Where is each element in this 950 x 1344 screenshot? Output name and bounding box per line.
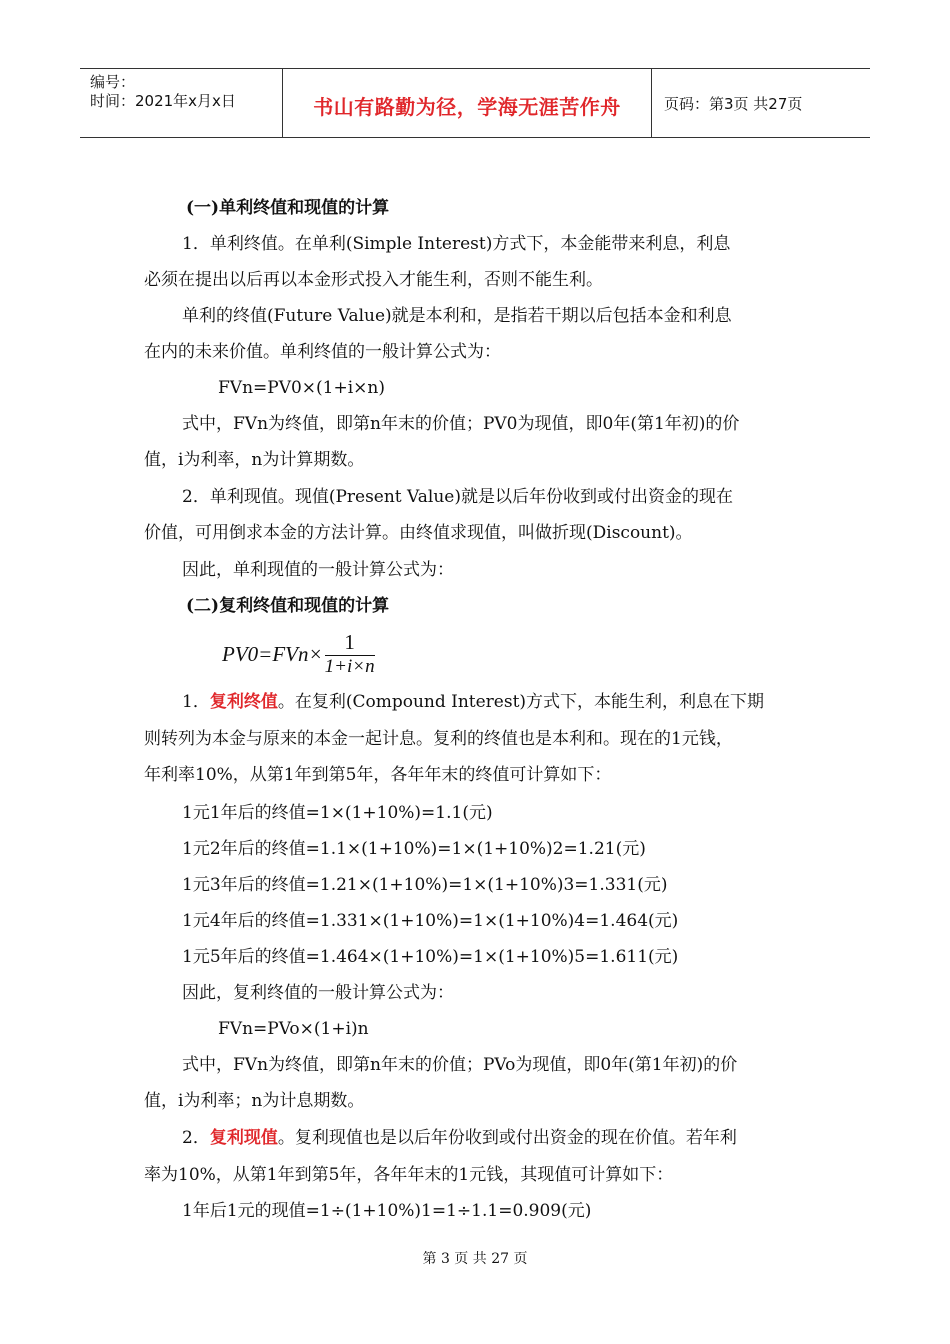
paragraph: 价值，可用倒求本金的方法计算。由终值求现值，叫做折现(Discount)。 <box>144 523 693 543</box>
formula-lhs: PV0=FVn× <box>222 641 323 666</box>
formula-simple-fv: FVn=PV0×(1+i×n) <box>218 378 385 398</box>
paragraph: 年利率10%，从第1年到第5年，各年年末的终值可计算如下： <box>144 765 612 785</box>
header-meta-cell <box>80 69 283 137</box>
page-footer: 第 3 页 共 27 页 <box>422 1251 528 1267</box>
header-motto: 书山有路勤为径，学海无涯苦作舟 <box>313 95 621 119</box>
page-header <box>80 68 870 138</box>
header-motto-cell <box>283 69 652 137</box>
keyword-compound-fv: 复利终值 <box>209 692 278 712</box>
header-page-cell <box>652 69 870 137</box>
doc-date: 时间：2021年x月x日 <box>90 92 236 110</box>
calc-row: 1元4年后的终值=1.331×(1+10%)=1×(1+10%)4=1.464(元) <box>182 911 679 931</box>
paragraph: 因此，单利现值的一般计算公式为： <box>182 560 454 580</box>
formula-compound-fv: FVn=PVo×(1+i)n <box>218 1019 369 1039</box>
formula-denominator: 1+i×n <box>324 656 375 677</box>
formula-fraction <box>325 630 375 678</box>
calc-row: 1年后1元的现值=1÷(1+10%)1=1÷1.1=0.909(元) <box>182 1201 592 1221</box>
header-page-info: 页码：第3页 共27页 <box>664 95 803 113</box>
paragraph: 单利的终值(Future Value)就是本利和，是指若干期以后包括本金和利息 <box>182 306 732 326</box>
paragraph: 2．单利现值。现值(Present Value)就是以后年份收到或付出资金的现在 <box>182 487 733 507</box>
paragraph: 1．复利终值。在复利(Compound Interest)方式下，本能生利，利息在下期 <box>182 692 765 712</box>
calc-row: 1元1年后的终值=1×(1+10%)=1.1(元) <box>182 803 493 823</box>
paragraph: 因此，复利终值的一般计算公式为： <box>182 983 454 1003</box>
paragraph: 在内的未来价值。单利终值的一般计算公式为： <box>144 342 501 362</box>
paragraph: 式中，FVn为终值，即第n年末的价值；PV0为现值，即0年(第1年初)的价 <box>182 414 740 434</box>
paragraph: 1．单利终值。在单利(Simple Interest)方式下，本金能带来利息，利息 <box>182 234 731 254</box>
formula-simple-pv <box>222 630 375 678</box>
paragraph: 值，i为利率；n为计息期数。 <box>144 1091 365 1111</box>
section-heading-2: (二)复利终值和现值的计算 <box>186 596 390 616</box>
calc-row: 1元2年后的终值=1.1×(1+10%)=1×(1+10%)2=1.21(元) <box>182 839 646 859</box>
paragraph: 2．复利现值。复利现值也是以后年份收到或付出资金的现在价值。若年利 <box>182 1128 737 1148</box>
keyword-compound-pv: 复利现值 <box>209 1128 278 1148</box>
section-heading-1: (一)单利终值和现值的计算 <box>186 198 390 218</box>
paragraph: 则转列为本金与原来的本金一起计息。复利的终值也是本利和。现在的1元钱， <box>144 729 733 749</box>
doc-number: 编号： <box>90 73 136 91</box>
calc-row: 1元3年后的终值=1.21×(1+10%)=1×(1+10%)3=1.331(元) <box>182 875 668 895</box>
formula-numerator: 1 <box>325 630 375 656</box>
paragraph: 式中，FVn为终值，即第n年末的价值；PVo为现值，即0年(第1年初)的价 <box>182 1055 738 1075</box>
paragraph: 值，i为利率，n为计算期数。 <box>144 450 365 470</box>
paragraph: 必须在提出以后再以本金形式投入才能生利，否则不能生利。 <box>144 270 603 290</box>
paragraph: 率为10%，从第1年到第5年，各年年末的1元钱，其现值可计算如下： <box>144 1165 674 1185</box>
calc-row: 1元5年后的终值=1.464×(1+10%)=1×(1+10%)5=1.611(元) <box>182 947 679 967</box>
